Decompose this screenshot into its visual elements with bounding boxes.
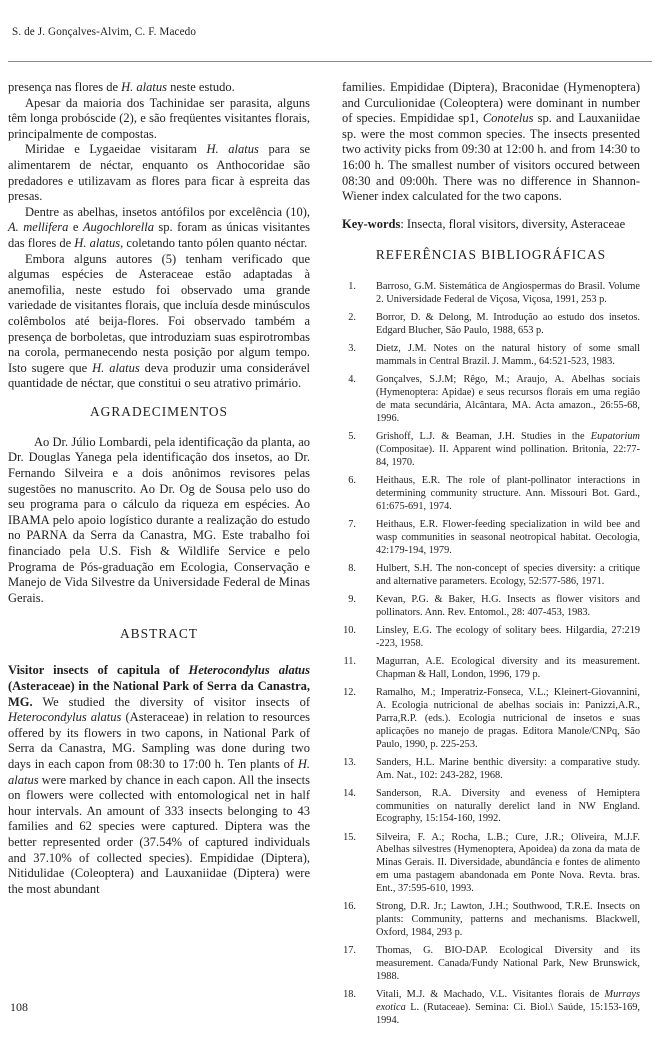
text-run: Vitali, M.J. & Machado, V.L. Visitantes florais de [376,989,605,1001]
text-run: neste estudo. [167,80,235,94]
reference-item [342,519,640,558]
text-run: Embora alguns autores (5) tenham verificado que algumas espécies de Asteraceae estão adaptadas à anemofilia, neste estudo foi observado uma grande variedade de visitantes florais, que incluía desde minúsculos colêmbolos até beija-flores. Foi observado também a presença de borboletas, que introduziam suas espirotrombas na corola, permanecendo nesta posição por algum tempo. Isto sugere que [8,251,310,375]
body-paragraph [8,96,310,143]
reference-number: 16. [343,901,356,913]
reference-number: 7. [348,518,356,530]
body-paragraph [8,205,310,252]
reference-number: 12. [343,686,356,698]
reference-item [342,625,640,651]
text-run: H. alatus [92,360,140,375]
text-run: Kevan, P.G. & Baker, H.G. Insects as flower visitors and pollinators. Ann. Rev. Entomol., 28: 407-453, 1983. [376,593,640,618]
text-run: (Asteraceae) in relation to resources offered by its flowers in two capons, in National Park of Serra da Canastra, MG. Sampling was done during two days in each capon from 08:30 to 17:00 h. Ten plants of [8,710,310,771]
text-run: : Insecta, floral visitors, diversity, Asteraceae [400,216,626,231]
header-rule [8,61,652,62]
text-run: H. alatus [206,142,259,157]
reference-item [342,901,640,940]
reference-item [342,563,640,589]
reference-item [342,687,640,752]
abstract-heading: ABSTRACT [120,626,198,642]
text-run: Hulbert, S.H. The non-concept of species diversity: a critique and alternative parameters. Ecology, 52:577-586, 1971. [376,562,640,587]
text-run: Apesar da maioria dos Tachinidae ser parasita, alguns têm longa probóscide (2), e são freqüentes visitantes florais, principalmente de compostas. [8,95,310,141]
text-run: Augochlorella [82,220,154,235]
page-number: 108 [10,1000,28,1014]
reference-number: 9. [348,593,356,605]
text-run: Sanders, H.L. Marine benthic diversity: a comparative study. Am. Nat., 102: 243-282, 1968. [376,756,640,781]
reference-item [342,281,640,307]
reference-number: 18. [343,989,356,1001]
text-run: Heterocondylus alatus [8,710,122,725]
abstract-continuation [342,80,640,205]
text-run: (Asteraceae) in the National Park of Serra da Canastra, MG. [8,679,310,709]
reference-number: 13. [343,756,356,768]
text-run: Visitor insects of capitula of [8,663,189,678]
text-run: Linsley, E.G. The ecology of solitary bees. Hilgardia, 27:219 -223, 1958. [376,624,640,649]
text-run: We studied the diversity of visitor insects of [32,694,310,709]
text-run: Ramalho, M.; Imperatriz-Fonseca, V.L.; Kleinert-Giovannini, A. Ecologia nutricional de abelhas sociais in: Panizzi,A.R., Parra,R.P. (eds.). Ecologia nutricional de insetos e suas aplicações no manejo de pragas. Editora Manole/CNPq, São Paulo, 1990, p. 225-253. [376,686,640,750]
text-run: Conotelus [482,111,534,126]
reference-number: 2. [348,312,356,324]
reference-item [342,312,640,338]
acknowledgements-text: Ao Dr. Júlio Lombardi, pela identificação da planta, ao Dr. Douglas Yanega pela identificação dos insetos, ao Dr. Fernando Silveira e a dois anônimos revisores pelas sugestões no manuscrito. Ao Dr. Og de Sousa pelo uso do seu programa para o cálculo da riqueza em espécies. Ao IBAMA pelo apoio logístico durante a realização do estudo no PARNA da Serra da Canastra, MG. Este trabalho foi financiado pela U.S. Fish & Wildlife Service e pelo Programa de Pós-graduação em Ecologia, Conservação e Manejo de Vida Silvestre da Universidade Federal de Minas Gerais. [8,434,310,605]
text-run: Borror, D. & Delong, M. Introdução ao estudo dos insetos. Edgard Blucher, São Paulo, 1988, 653 p. [376,312,640,337]
body-paragraph [8,252,310,392]
reference-item [342,475,640,514]
text-run: presença nas flores de [8,80,122,94]
text-run: H. alatus [121,80,167,94]
text-run: Miridae e Lygaeidae visitaram [25,142,207,157]
reference-item [342,431,640,470]
reference-number: 8. [348,562,356,574]
text-run: H. alatus [74,235,121,250]
references-heading: REFERÊNCIAS BIBLIOGRÁFICAS [375,247,607,263]
reference-number: 11. [343,655,356,667]
results-discussion-text [8,80,310,392]
running-header: S. de J. Gonçalves-Alvim, C. F. Macedo [12,26,197,38]
text-run: Gonçalves, S.J.M; Rêgo, M.; Araujo, A. Abelhas sociais (Hymenoptera: Apidae) e seus recursos florais em uma região de mata secundária, Alcântara, MA. Acta amazon., 26:55-68, 1996. [376,374,640,425]
text-run: Silveira, F. A.; Rocha, L.B.; Cure, J.R.; Oliveira, M.J.F. Abelhas silvestres (Hymenoptera, Apoidea) da zona da mata de Minas Gerais. II. Diversidade, abundância e fontes de alimento em uma pastagem abandonada em Ponte Nova. Revta. bras. Ent., 37:595-610, 1993. [376,831,640,895]
text-run: deva produzir uma considerável quantidade de néctar, que constitui o seu atrativo primário. [8,360,311,391]
text-run: families. Empididae (Diptera), Braconidae (Hymenoptera) and Curculionidae (Coleoptera) were dominant in number of species. Empididae sp1, [342,80,640,126]
text-run: Barroso, G.M. Sistemática de Angiospermas do Brasil. Volume 2. Universidade Federal de Viçosa, Viçosa, 1991, 253 p. [376,281,640,306]
keywords [342,217,640,233]
reference-number: 1. [348,281,356,293]
reference-number: 3. [348,343,356,355]
text-run: Murrays exotica [376,989,640,1013]
text-run: Strong, D.R. Jr.; Lawton, J.H.; Southwood, T.R.E. Insects on plants: Community, patterns and mechanisms. Blackwell, Oxford, 1984, 293 p. [376,901,640,939]
reference-item [342,656,640,682]
text-run: (Compositae). II. Apparent wind pollination. Britonia, 22:77-84, 1970. [376,444,640,468]
reference-item [342,788,640,827]
text-run: e [68,220,83,235]
text-run: Heithaus, E.R. The role of plant-pollinator interactions in determining community structure. Ann. Missouri Bot. Gard., 61:675-691, 1974. [376,475,640,512]
reference-number: 15. [343,831,356,843]
text-run: L. (Rutaceae). Semina: Ci. Biol.\ Saúde, 15:153-169, 1994. [376,1001,640,1026]
reference-number: 10. [343,624,356,636]
text-run: para se alimentarem de néctar, enquanto os Anthocoridae são predadores e utilizavam as flores para ficar à espreita das presas. [8,142,310,204]
text-run: sp. foram as únicas visitantes das flores de [8,220,310,250]
reference-number: 5. [348,431,356,443]
text-run: H. alatus [8,756,310,787]
right-column [342,80,640,1033]
reference-item [342,945,640,984]
reference-list [342,281,640,1027]
text-run: Thomas, G. BIO-DAP. Ecological Diversity and its measurement. Canada/Fundy National Park, New Brunswick, 1988. [376,945,640,982]
text-run: Grishoff, L.J. & Beaman, J.H. Studies in the [376,431,591,443]
text-run: Heithaus, E.R. Flower-feeding specialization in wild bee and wasp communities in seasonal neotropical habitat. Oecologia, 42:179-194, 1979. [376,518,640,556]
reference-item [342,989,640,1028]
reference-item [342,374,640,426]
text-run: Heterocondylus alatus [188,663,310,678]
body-paragraph [8,142,310,204]
text-run: were marked by chance in each capon. All the insects on flowers were collected with entomological net in half hour intervals. An amount of 333 insects belonging to 43 families and 62 species were captured. Diptera was the better represented order (37.54% of captured individuals and 37.10% of collected species). Empididae (Diptera), Nitidulidae (Coleoptera) and Lauxaniidae (Diptera) were the most abundant [8,772,310,896]
text-run: Dietz, J.M. Notes on the natural history of some small mammals in Central Brazil. J. Mamm., 64:521-523, 1983. [376,343,640,368]
reference-number: 4. [348,374,356,386]
reference-item [342,757,640,783]
body-paragraph [8,80,310,96]
text-run: A. mellifera [8,220,69,235]
reference-item [342,594,640,620]
text-run: Key-words [342,216,401,231]
reference-number: 6. [348,475,356,487]
abstract-text [8,663,310,897]
left-column [8,80,310,897]
text-run: sp. and Lauxaniidae sp. were the most common species. The insects presented two activity picks from 09:30 at 12:00 h. and from 14:30 to 16:00 h. The smallest number of visitors occured between 08:30 and 09:00h. There was no difference in Shannon-Wiener index calculated for the two capons. [342,111,641,204]
text-run: Magurran, A.E. Ecological diversity and its measurement. Chapman & Hall, London, 1996, 179 p. [376,655,640,680]
text-run: Eupatorium [590,431,640,443]
reference-item [342,343,640,369]
text-run: Sanderson, R.A. Diversity and eveness of Hemiptera communities on naturally derelict land in NW England. Ecography, 15:154-160, 1992. [376,787,640,825]
reference-number: 17. [343,945,356,957]
acknowledgements-heading: AGRADECIMENTOS [90,403,228,419]
reference-number: 14. [343,787,356,799]
text-run: Dentre as abelhas, insetos antófilos por excelência (10), [25,204,310,219]
text-run: , coletando tanto pólen quanto néctar. [120,235,308,250]
reference-item [342,832,640,897]
